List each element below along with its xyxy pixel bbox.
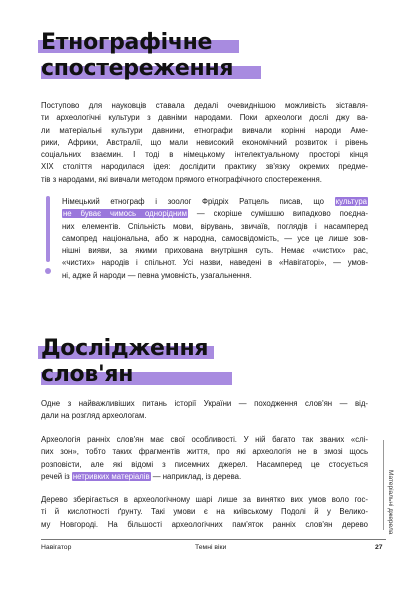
quote-accent-dot [45,268,51,274]
highlight-not-uniform: не буває чимось однорідним [63,209,187,219]
body-paragraph-wood: Дерево зберігається в археологічному шарі лише за винятко вих умов воло гос- ті й кислотності ґрунту. Такі умови є на київському Подолі й у Велико- му Новгороді. На більшості археологічних пам'яток ранніх слов'ян дерево [41,495,368,529]
footer-divider [41,539,386,540]
section-title-slavs: Дослідження слов'ян [41,336,208,388]
body-paragraph-slavs-origin: Одне з найважливіших питань історії України — походження слов'ян — від- дали на розгляд археологам. [41,399,368,421]
side-divider [383,440,384,530]
page-number: 27 [375,544,383,551]
footer-book-title: Навігатор [41,544,72,551]
body-paragraph-blind-zones: Археологія ранніх слов'ян має свої особливості. У ній багато так званих «слі- пих зон», тобто таких фрагментів життя, про які археологія не в змозі щось розповісти, але які відомі з писемних джерел. Насамперед це стосується речей із нетривких матеріалів — наприклад, із дерева. [41,435,368,481]
side-section-label: Матеріальні джерела [387,470,394,535]
body-paragraph-intro: Поступово для науковців ставала дедалі очевиднішою можливість зіставля- ти археологічні культури з давніми народами. Поки археологи дослі джу ва- ли матеріальні культури давнини, етнографи вивчали корінні народи Аме- рики, Африки, Австралії, що мали невисокий економічний розвиток і рівень соціальних взаємин. І тоді в німецькому інтелектуальному просторі кінця XIX століття народилася ідея: дослідити практику зв'язку окремих предме- тів з народами, які вивчали методом прямого етнографічного спостереження. [41,101,368,184]
quote-accent-bar [46,196,50,262]
footer-chapter-title: Темні віки [195,544,227,551]
quote-block: Німецький етнограф і зоолог Фрідріх Ратцель писав, що культура не буває чимось однорідним — скоріше сумішшю випадково поєдна- них елементів. Спільність мови, вірувань, звичаїв, поглядів і насамперед самопред національна, або ж народна, самосвідомість, — усе це лише зов- нішні вияви, за якими прихована внутрішня суть. Немає «чистих» рас, «чистих» народів і спільнот. Усі назви, наведені в «Навігаторі», — умов- ні, адже й народи — певна умовність, узагальнення. [62,197,368,280]
highlight-perishable-materials: нетривких матеріалів [72,471,150,481]
highlight-culture: культура [335,197,367,206]
section-title-ethnographic: Етнографічне спостереження [41,30,233,82]
